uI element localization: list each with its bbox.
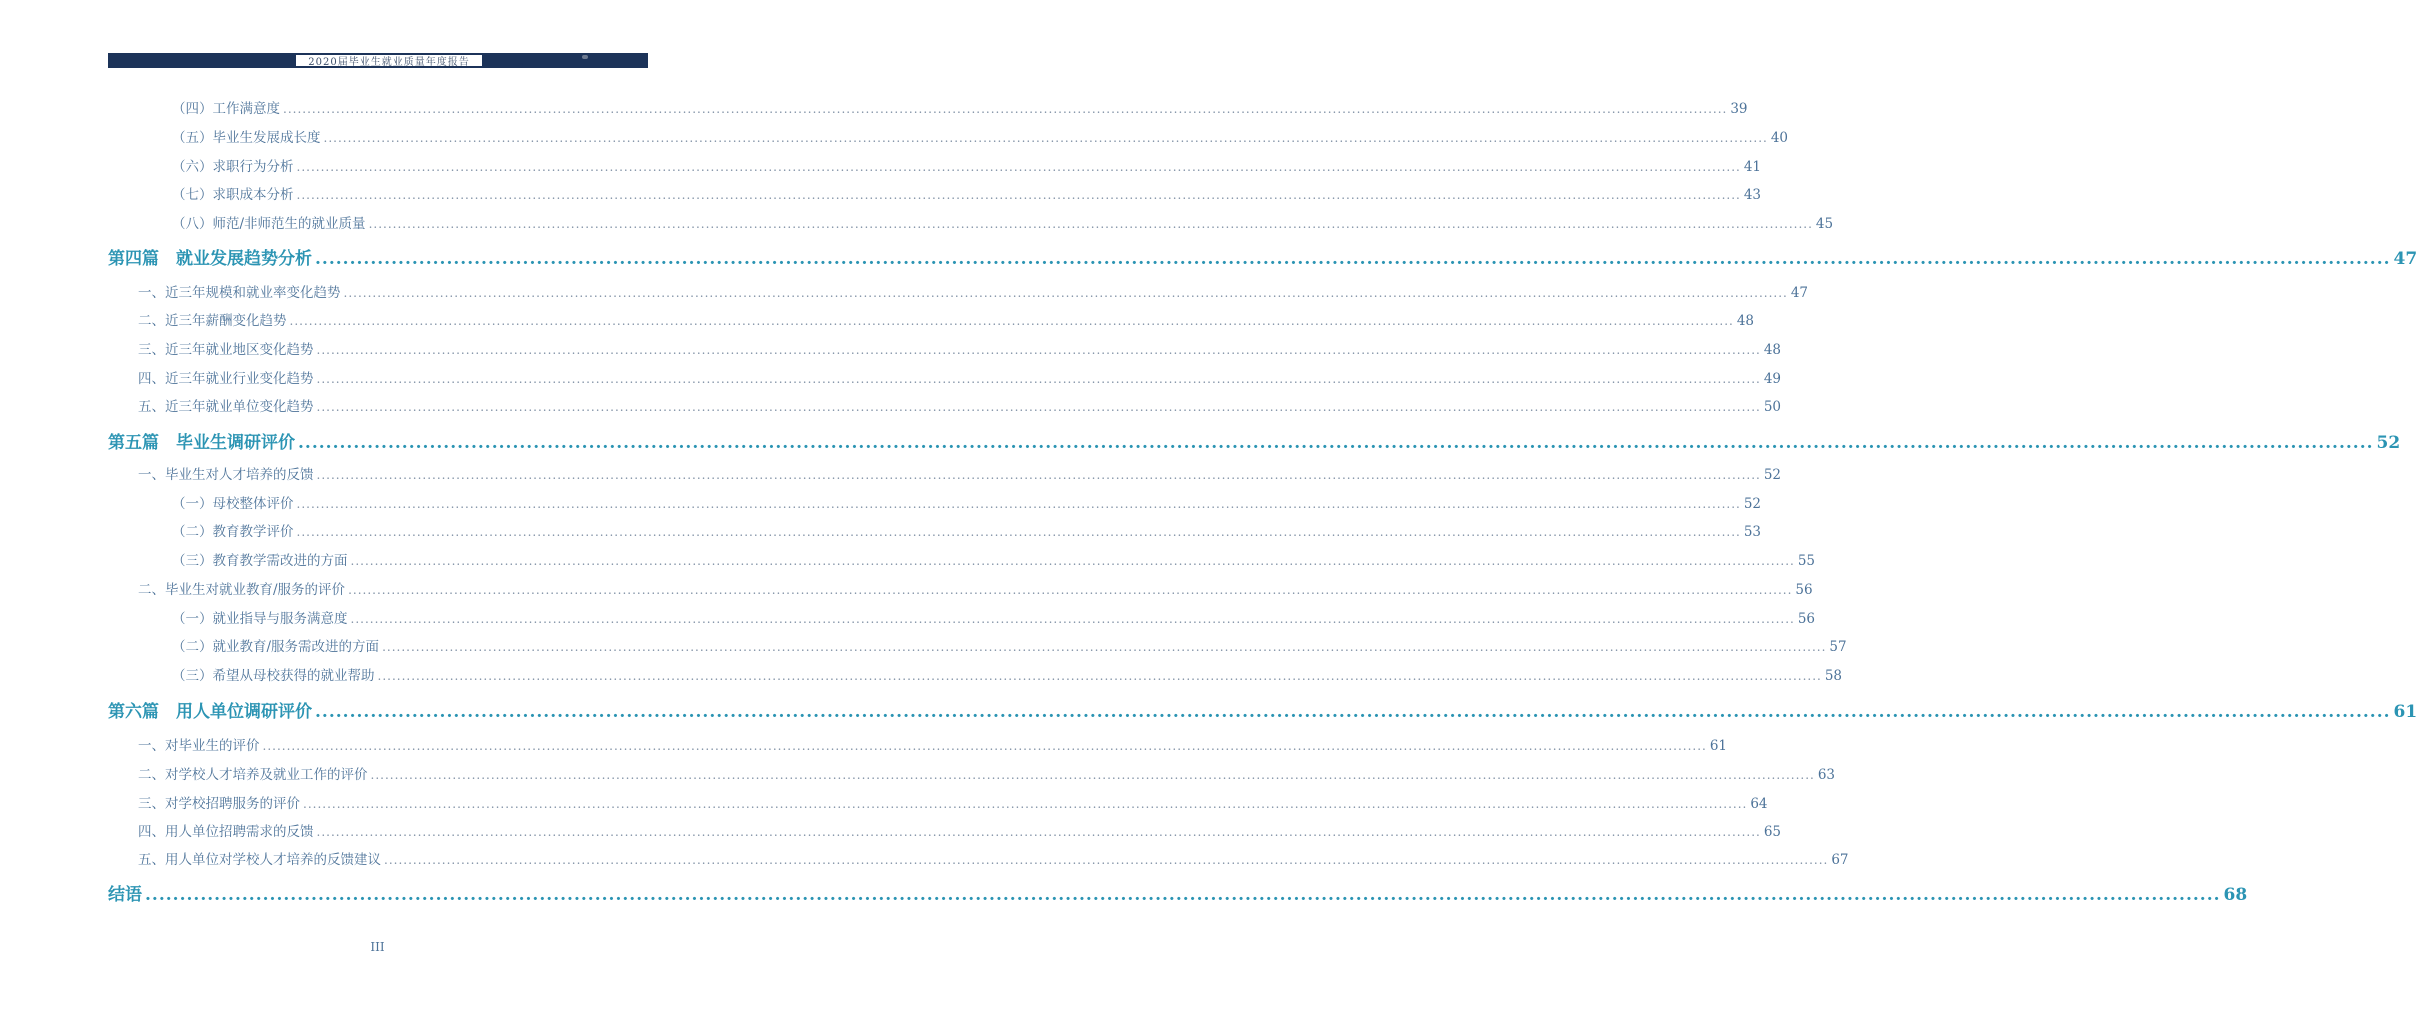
toc-dot-leader: ............................................................................................................................................................................................................................................................................................................ (316, 343, 1761, 357)
toc-dot-leader: ............................................................................................................................................................................................................................................................................................................ (289, 314, 1734, 328)
toc-section-entry[interactable] (138, 792, 1768, 812)
toc-chapter-entry[interactable] (108, 880, 2248, 905)
toc-entry-title: （一）就业指导与服务满意度 (172, 611, 348, 627)
toc-entry-page-number: 39 (1730, 101, 1748, 117)
toc-section-entry[interactable] (172, 492, 1762, 512)
toc-dot-leader: ............................................................................................................................................................................................................................................................................................................ (382, 640, 1827, 654)
toc-section-entry[interactable] (172, 212, 1834, 232)
toc-entry-page-number: 55 (1797, 553, 1816, 569)
toc-dot-leader: ............................................................................................................................................................................................................................................................................................................ (296, 497, 1741, 511)
toc-entry-title: （三）希望从母校获得的就业帮助 (172, 668, 375, 684)
toc-entry-page-number: 57 (1829, 639, 1847, 655)
toc-dot-leader: ............................................................................................................................................................................................................................................................................................................ (350, 612, 1795, 626)
toc-dot-leader: ............................................................................................................................................................................................................................................................................................................ (350, 554, 1795, 568)
toc-section-entry[interactable] (138, 395, 1782, 415)
toc-entry-page-number: 49 (1763, 371, 1782, 387)
toc-entry-title: （五）毕业生发展成长度 (172, 130, 321, 146)
toc-dot-leader: ............................................................................................................................................................................................................................................................................................................ (316, 468, 1761, 482)
toc-entry-title: （三）教育教学需改进的方面 (172, 553, 348, 569)
toc-entry-page-number: 61 (1709, 738, 1728, 754)
toc-dot-leader: ............................................................................................................................................................................................................................................................................................................ (316, 400, 1761, 414)
toc-entry-title: 一、毕业生对人才培养的反馈 (138, 467, 314, 483)
toc-dot-leader: ............................................................................................................................................................................................................................................................................................................ (296, 525, 1741, 539)
toc-dot-leader: ............................................................................................................................................................................................................................................................................................................ (315, 702, 2391, 722)
toc-dot-leader: ............................................................................................................................................................................................................................................................................................................ (384, 853, 1829, 867)
header-dot-decoration (518, 63, 523, 68)
toc-entry-title: 五、近三年就业单位变化趋势 (138, 399, 314, 415)
toc-dot-leader: ............................................................................................................................................................................................................................................................................................................ (296, 160, 1741, 174)
toc-section-entry[interactable] (172, 607, 1816, 627)
toc-dot-leader: ............................................................................................................................................................................................................................................................................................................ (323, 131, 1768, 145)
toc-entry-title: 第五篇 毕业生调研评价 (108, 433, 295, 453)
toc-entry-title: 一、对毕业生的评价 (138, 738, 260, 754)
toc-entry-title: 四、近三年就业行业变化趋势 (138, 371, 314, 387)
toc-entry-page-number: 52 (1743, 496, 1762, 512)
toc-dot-leader: ............................................................................................................................................................................................................................................................................................................ (298, 433, 2374, 453)
toc-section-entry[interactable] (138, 463, 1782, 483)
toc-entry-page-number: 48 (1736, 313, 1755, 329)
toc-entry-page-number: 40 (1770, 130, 1789, 146)
toc-entry-page-number: 48 (1763, 342, 1782, 358)
toc-entry-title: 五、用人单位对学校人才培养的反馈建议 (138, 852, 381, 868)
toc-entry-title: 第六篇 用人单位调研评价 (108, 702, 312, 722)
toc-entry-title: 第四篇 就业发展趋势分析 (108, 249, 312, 269)
toc-entry-page-number: 56 (1797, 611, 1816, 627)
toc-entry-page-number: 63 (1817, 767, 1836, 783)
toc-dot-leader: ............................................................................................................................................................................................................................................................................................................ (368, 217, 1813, 231)
toc-entry-page-number: 67 (1831, 852, 1849, 868)
toc-dot-leader: ............................................................................................................................................................................................................................................................................................................ (316, 372, 1761, 386)
toc-section-entry[interactable] (172, 97, 1748, 117)
toc-dot-leader: ............................................................................................................................................................................................................................................................................................................ (316, 825, 1761, 839)
toc-section-entry[interactable] (138, 338, 1782, 358)
toc-entry-title: （七）求职成本分析 (172, 187, 294, 203)
toc-dot-leader: ............................................................................................................................................................................................................................................................................................................ (303, 797, 1748, 811)
toc-dot-leader: ............................................................................................................................................................................................................................................................................................................ (262, 739, 1707, 753)
toc-section-entry[interactable] (138, 281, 1809, 301)
toc-entry-page-number: 50 (1763, 399, 1782, 415)
toc-entry-page-number: 53 (1743, 524, 1762, 540)
toc-entry-title: 三、近三年就业地区变化趋势 (138, 342, 314, 358)
toc-entry-page-number: 58 (1824, 668, 1843, 684)
toc-section-entry[interactable] (138, 734, 1728, 754)
toc-entry-page-number: 45 (1815, 216, 1834, 232)
toc-dot-leader: ............................................................................................................................................................................................................................................................................................................ (296, 188, 1741, 202)
toc-dot-leader: ............................................................................................................................................................................................................................................................................................................ (145, 885, 2221, 905)
toc-section-entry[interactable] (138, 578, 1813, 598)
toc-entry-page-number: 47 (2393, 249, 2417, 269)
toc-chapter-entry[interactable] (108, 428, 2401, 453)
toc-section-entry[interactable] (172, 155, 1762, 175)
toc-entry-title: 三、对学校招聘服务的评价 (138, 796, 300, 812)
toc-dot-leader: ............................................................................................................................................................................................................................................................................................................ (348, 583, 1793, 597)
toc-entry-page-number: 65 (1763, 824, 1782, 840)
toc-entry-page-number: 56 (1795, 582, 1813, 598)
toc-section-entry[interactable] (172, 635, 1847, 655)
toc-entry-title: （六）求职行为分析 (172, 159, 294, 175)
toc-entry-title: （二）教育教学评价 (172, 524, 294, 540)
toc-chapter-entry[interactable] (108, 244, 2417, 269)
toc-entry-page-number: 68 (2223, 885, 2248, 905)
toc-chapter-entry[interactable] (108, 697, 2417, 722)
toc-section-entry[interactable] (138, 367, 1782, 387)
toc-entry-page-number: 47 (1790, 285, 1809, 301)
toc-dot-leader: ............................................................................................................................................................................................................................................................................................................ (343, 286, 1788, 300)
header-title: 2020届毕业生就业质量年度报告 (296, 53, 482, 68)
toc-dot-leader: ............................................................................................................................................................................................................................................................................................................ (377, 669, 1822, 683)
toc-entry-title: 二、近三年薪酬变化趋势 (138, 313, 287, 329)
toc-entry-title: 四、用人单位招聘需求的反馈 (138, 824, 314, 840)
header-mark-decoration (582, 55, 588, 59)
toc-section-entry[interactable] (138, 848, 1849, 868)
toc-section-entry[interactable] (138, 820, 1782, 840)
toc-section-entry[interactable] (172, 183, 1762, 203)
toc-entry-title: 一、近三年规模和就业率变化趋势 (138, 285, 341, 301)
toc-section-entry[interactable] (172, 126, 1789, 146)
toc-entry-title: 结语 (108, 885, 142, 905)
toc-entry-page-number: 61 (2393, 702, 2417, 722)
toc-entry-title: 二、对学校人才培养及就业工作的评价 (138, 767, 368, 783)
toc-entry-title: （四）工作满意度 (172, 101, 280, 117)
toc-entry-title: （八）师范/非师范生的就业质量 (172, 216, 366, 232)
toc-section-entry[interactable] (172, 664, 1843, 684)
toc-section-entry[interactable] (172, 549, 1816, 569)
toc-entry-title: 二、毕业生对就业教育/服务的评价 (138, 582, 346, 598)
toc-dot-leader: ............................................................................................................................................................................................................................................................................................................ (315, 249, 2391, 269)
toc-entry-page-number: 52 (1763, 467, 1782, 483)
toc-entry-title: （二）就业教育/服务需改进的方面 (172, 639, 380, 655)
toc-entry-page-number: 64 (1750, 796, 1768, 812)
toc-entry-page-number: 52 (2376, 433, 2401, 453)
toc-dot-leader: ............................................................................................................................................................................................................................................................................................................ (283, 102, 1728, 116)
toc-entry-title: （一）母校整体评价 (172, 496, 294, 512)
page-number: III (370, 940, 385, 954)
toc-entry-page-number: 43 (1743, 187, 1762, 203)
toc-section-entry[interactable] (138, 309, 1755, 329)
toc-entry-page-number: 41 (1743, 159, 1762, 175)
toc-dot-leader: ............................................................................................................................................................................................................................................................................................................ (370, 768, 1815, 782)
toc-section-entry[interactable] (172, 520, 1762, 540)
toc-section-entry[interactable] (138, 763, 1836, 783)
